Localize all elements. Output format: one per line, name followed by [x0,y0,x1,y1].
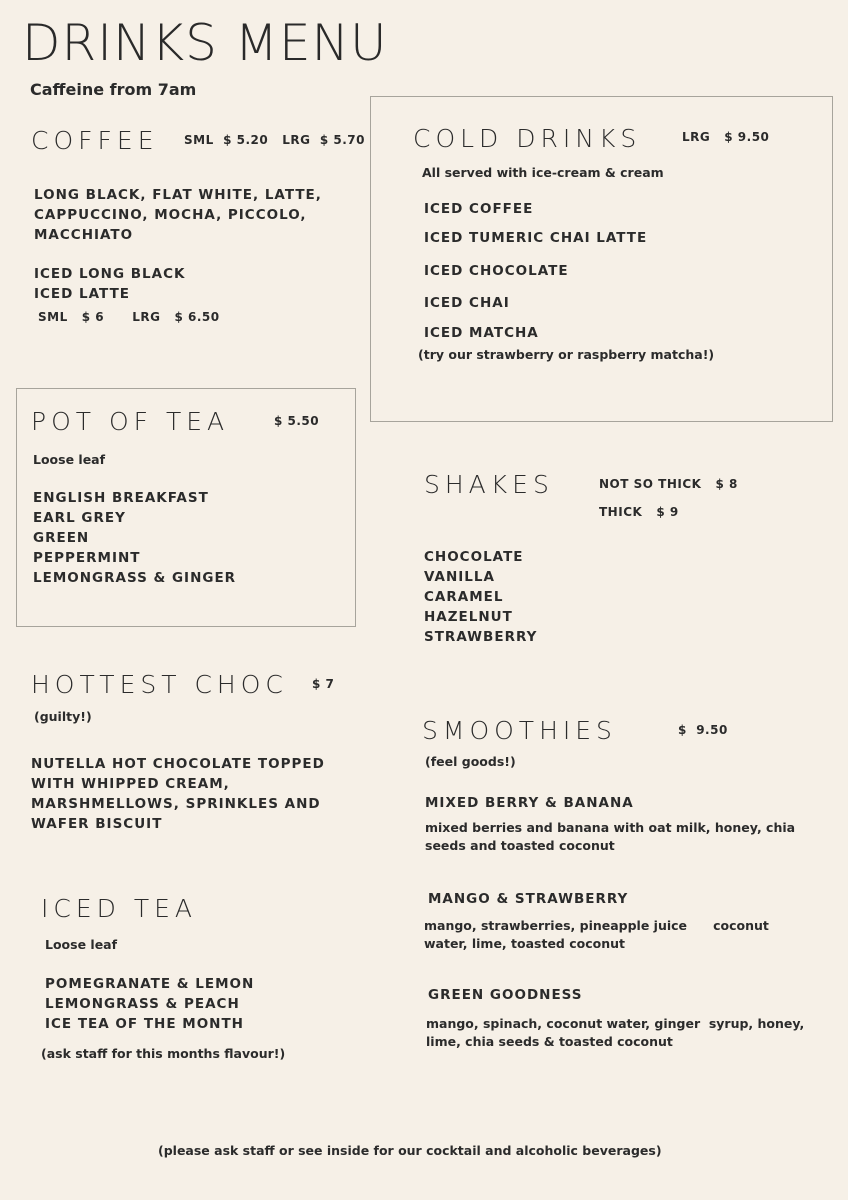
cold-drinks-footnote: (try our strawberry or raspberry matcha!) [418,347,715,362]
list-item: EARL GREY [33,510,126,526]
desc-line: seeds and toasted coconut [425,838,615,853]
list-item: MACCHIATO [34,227,134,243]
hottest-choc-note: (guilty!) [34,709,92,724]
smoothie-name: MIXED BERRY & BANANA [425,795,634,811]
list-item: ICED CHOCOLATE [424,263,569,279]
list-item: NUTELLA HOT CHOCOLATE TOPPED [31,756,325,772]
hottest-choc-list [31,754,325,834]
desc-line: water, lime, toasted coconut [424,936,625,951]
iced-tea-list [45,974,254,1034]
list-item: ICED COFFEE [424,201,534,217]
hottest-choc-price: $ 7 [312,677,335,691]
desc-line: lime, chia seeds & toasted coconut [426,1034,673,1049]
smoothie-desc [426,1015,804,1051]
list-item: ICED CHAI [424,295,510,311]
list-item: ICE TEA OF THE MONTH [45,1016,244,1032]
smoothie-name: MANGO & STRAWBERRY [428,891,629,907]
list-item: ICED TUMERIC CHAI LATTE [424,230,648,246]
pot-of-tea-note: Loose leaf [33,452,106,467]
list-item: POMEGRANATE & LEMON [45,976,255,992]
desc-line: mango, strawberries, pineapple juice coconut [424,918,769,933]
list-item: ENGLISH BREAKFAST [33,490,209,506]
list-item: WITH WHIPPED CREAM, [31,776,230,792]
smoothies-heading: SMOOTHIES [422,716,617,745]
list-item: VANILLA [424,569,495,585]
list-item: ICED LONG BLACK [34,266,186,282]
desc-line: mixed berries and banana with oat milk, honey, chia [425,820,796,835]
smoothies-note: (feel goods!) [425,754,516,769]
iced-tea-footnote: (ask staff for this months flavour!) [41,1046,286,1061]
pot-of-tea-list [33,488,236,588]
list-item: ICED MATCHA [424,325,539,341]
page-subtitle: Caffeine from 7am [30,80,197,99]
list-item: STRAWBERRY [424,629,538,645]
coffee-price: SML $ 5.20 LRG $ 5.70 [184,133,365,147]
list-item: ICED LATTE [34,286,131,302]
list-item: WAFER BISCUIT [31,816,163,832]
shakes-price-thick: THICK $ 9 [599,505,679,519]
coffee-iced-list [34,264,185,304]
smoothies-price: $ 9.50 [678,723,728,737]
shakes-price-not-so-thick: NOT SO THICK $ 8 [599,477,738,491]
cold-drinks-note: All served with ice-cream & cream [422,165,664,180]
smoothie-desc [424,917,769,953]
list-item: PEPPERMINT [33,550,141,566]
shakes-list [424,547,537,647]
list-item: LEMONGRASS & GINGER [33,570,237,586]
shakes-heading: SHAKES [424,470,554,499]
hottest-choc-heading: HOTTEST CHOC [31,670,288,699]
list-item: CHOCOLATE [424,549,524,565]
list-item: HAZELNUT [424,609,513,625]
list-item: CARAMEL [424,589,504,605]
list-item: LONG BLACK, FLAT WHITE, LATTE, [34,187,322,203]
iced-tea-note: Loose leaf [45,937,118,952]
smoothie-name: GREEN GOODNESS [428,987,583,1003]
list-item: MARSHMELLOWS, SPRINKLES AND [31,796,321,812]
iced-tea-heading: ICED TEA [41,894,197,923]
cold-drinks-heading: COLD DRINKS [413,124,642,153]
page-title: DRINKS MENU [22,14,388,72]
coffee-heading: COFFEE [31,126,159,155]
smoothie-desc [425,819,795,855]
footer-note: (please ask staff or see inside for our cocktail and alcoholic beverages) [158,1143,662,1158]
desc-line: mango, spinach, coconut water, ginger syrup, honey, [426,1016,805,1031]
cold-drinks-price: LRG $ 9.50 [682,130,770,144]
list-item: CAPPUCCINO, MOCHA, PICCOLO, [34,207,307,223]
pot-of-tea-heading: POT OF TEA [31,407,230,436]
coffee-hot-list [34,185,322,245]
pot-of-tea-price: $ 5.50 [274,414,320,428]
coffee-iced-price: SML $ 6 LRG $ 6.50 [38,310,220,324]
list-item: GREEN [33,530,90,546]
list-item: LEMONGRASS & PEACH [45,996,240,1012]
